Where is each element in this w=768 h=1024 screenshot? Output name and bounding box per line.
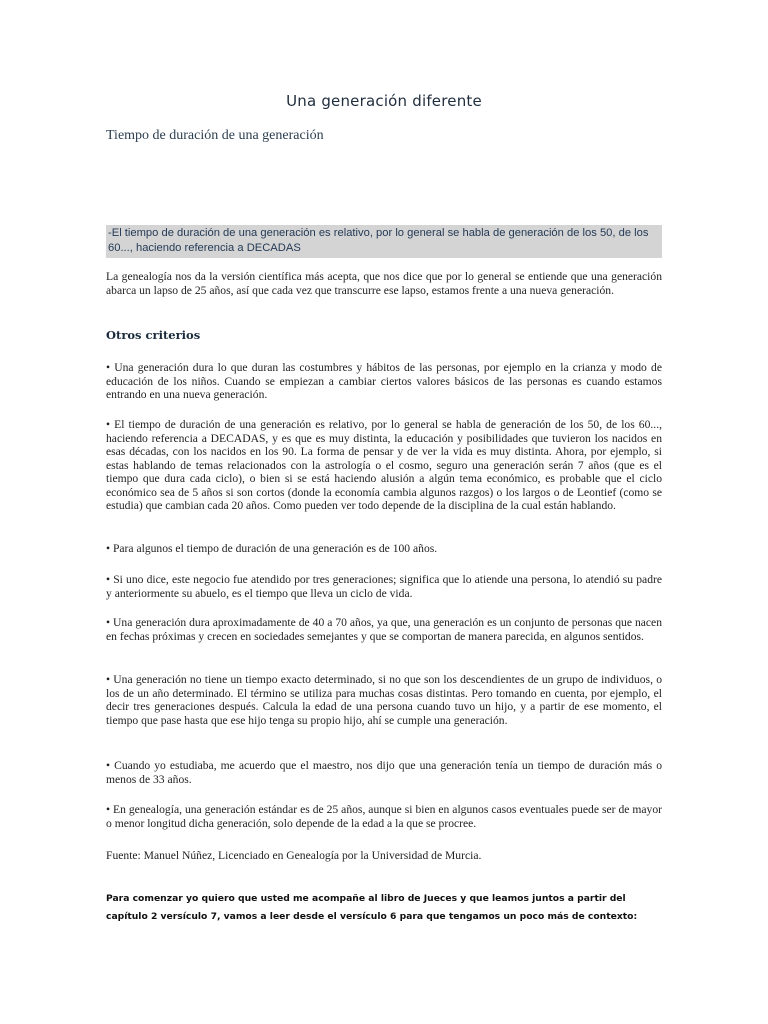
page-title: Una generación diferente [286, 92, 482, 110]
bullet-paragraph-7: • Cuando yo estudiaba, me acuerdo que el maestro, nos dijo que una generación tenía un tiempo de duración más o menos de 33 años. [106, 759, 662, 786]
intro-paragraph: La genealogía nos da la versión científica más acepta, que nos dice que por lo general se entiende que una generación abarca un lapso de 25 años, así que cada vez que transcurre ese lapso, estamos frente a una nueva generación. [106, 270, 662, 297]
section-heading: Otros criterios [106, 328, 201, 342]
bullet-paragraph-6: • Una generación no tiene un tiempo exacto determinado, si no que son los descendientes de un grupo de individuos, o los de un año determinado. El término se utiliza para muchas cosas distintas. Pero tomando en cuenta, por ejemplo, el decir tres generaciones después. Calcula la edad de una persona cuando tuvo un hijo, y a partir de ese momento, el tiempo que pase hasta que ese hijo tenga su propio hijo, ahí se cumple una generación. [106, 673, 662, 727]
bullet-paragraph-5: • Una generación dura aproximadamente de 40 a 70 años, ya que, una generación es un conjunto de personas que nacen en fechas próximas y crecen en sociedades semejantes y que se comportan de manera parecida, en algunos sentidos. [106, 616, 662, 643]
closing-paragraph: Para comenzar yo quiero que usted me acompañe al libro de Jueces y que leamos juntos a partir del capítulo 2 versículo 7, vamos a leer desde el versículo 6 para que tengamos un poco más de contexto: [106, 893, 638, 922]
page-subtitle: Tiempo de duración de una generación [106, 128, 324, 143]
bullet-paragraph-1: • Una generación dura lo que duran las costumbres y hábitos de las personas, por ejemplo en la crianza y modo de educación de los niños. Cuando se empiezan a cambiar ciertos valores básicos de las personas es cuando estamos entrando en una nueva generación. [106, 361, 662, 401]
bullet-paragraph-8: • En genealogía, una generación estándar es de 25 años, aunque si bien en algunos casos eventuales puede ser de mayor o menor longitud dicha generación, solo depende de la edad a la que se procree. [106, 803, 662, 830]
bullet-paragraph-2: • El tiempo de duración de una generación es relativo, por lo general se habla de generación de los 50, de los 60..., haciendo referencia a DECADAS, y es que es muy distinta, la educación y posibilidades que tuvieron los nacidos en esas décadas, con los nacidos en los 90. La forma de pensar y de ver la vida es muy distinta. Ahora, por ejemplo, si estas hablando de temas relacionados con la astrología o el cosmo, seguro una generación serán 7 años (que es el tiempo que dura cada ciclo), o bien si se está haciendo alusión a algún tema económico, es probable que el ciclo económico sea de 5 años si son cortos (donde la economía cambia algunos razgos) o los largos o de Leontief (como se estudia) que cambian cada 20 años. Como pueden ver todo depende de la disciplina de la cual están hablando. [106, 418, 662, 512]
bullet-paragraph-3: • Para algunos el tiempo de duración de una generación es de 100 años. [106, 542, 438, 555]
bullet-paragraph-4: • Si uno dice, este negocio fue atendido por tres generaciones; significa que lo atiende una persona, lo atendió su padre y anteriormente su abuelo, es el tiempo que lleva un ciclo de vida. [106, 573, 662, 600]
source-citation: Fuente: Manuel Núñez, Licenciado en Genealogía por la Universidad de Murcia. [106, 849, 482, 862]
highlighted-quote: -El tiempo de duración de una generación es relativo, por lo general se habla de generación de los 50, de los 60..., haciendo referencia a DECADAS [106, 225, 662, 258]
